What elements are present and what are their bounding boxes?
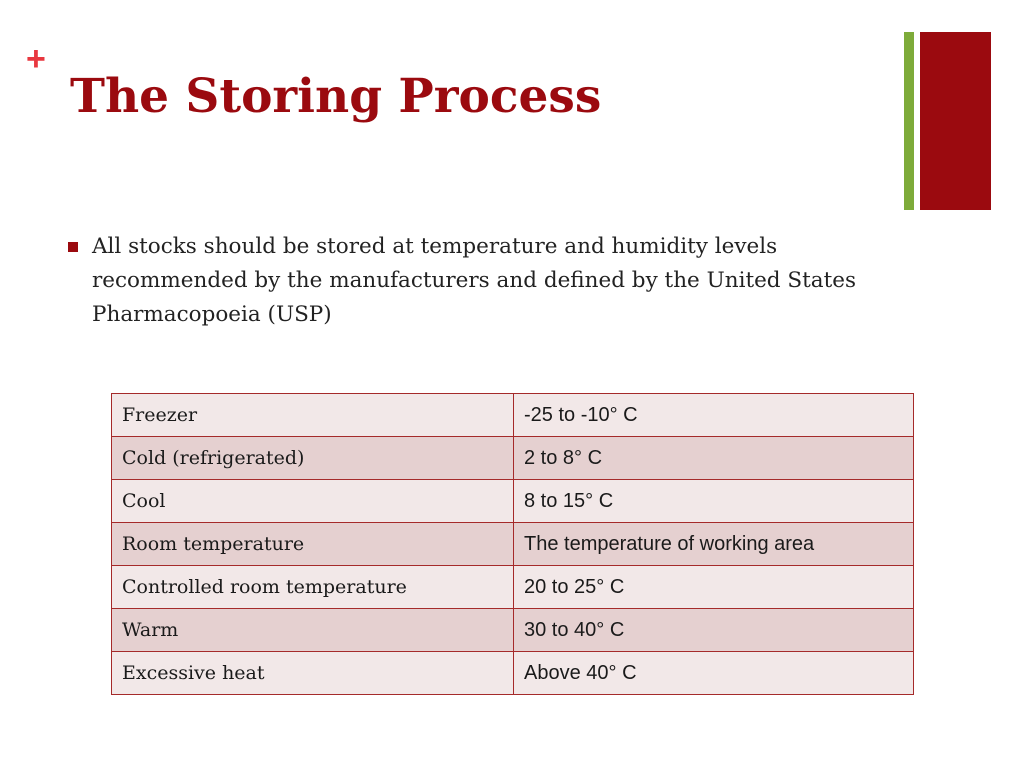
table-cell-label: Freezer (112, 394, 514, 437)
table-cell-label: Cool (112, 480, 514, 523)
plus-icon: + (26, 40, 46, 78)
table-cell-value: 2 to 8° C (514, 437, 914, 480)
table-row (112, 523, 914, 566)
table-row (112, 480, 914, 523)
table-cell-label: Cold (refrigerated) (112, 437, 514, 480)
bullet-item (68, 230, 868, 332)
table-cell-value: Above 40° C (514, 652, 914, 695)
table-row (112, 609, 914, 652)
table-cell-label: Excessive heat (112, 652, 514, 695)
table-cell-value: -25 to -10° C (514, 394, 914, 437)
bullet-text: All stocks should be stored at temperature and humidity levels recommended by the manufacturers and defined by the United States Pharmacopoeia (USP) (92, 234, 856, 327)
table-cell-label: Warm (112, 609, 514, 652)
table-row (112, 394, 914, 437)
slide-title: The Storing Process (70, 69, 602, 124)
table-cell-value: 30 to 40° C (514, 609, 914, 652)
table-cell-value: 8 to 15° C (514, 480, 914, 523)
table-cell-value: The temperature of working area (514, 523, 914, 566)
storage-temperature-table (111, 393, 914, 695)
table-row (112, 566, 914, 609)
table-row (112, 652, 914, 695)
accent-bar-red (920, 32, 991, 210)
table-cell-value: 20 to 25° C (514, 566, 914, 609)
table-cell-label: Room temperature (112, 523, 514, 566)
table-cell-label: Controlled room temperature (112, 566, 514, 609)
square-bullet-icon (68, 242, 78, 252)
accent-bar-green (904, 32, 914, 210)
table-row (112, 437, 914, 480)
